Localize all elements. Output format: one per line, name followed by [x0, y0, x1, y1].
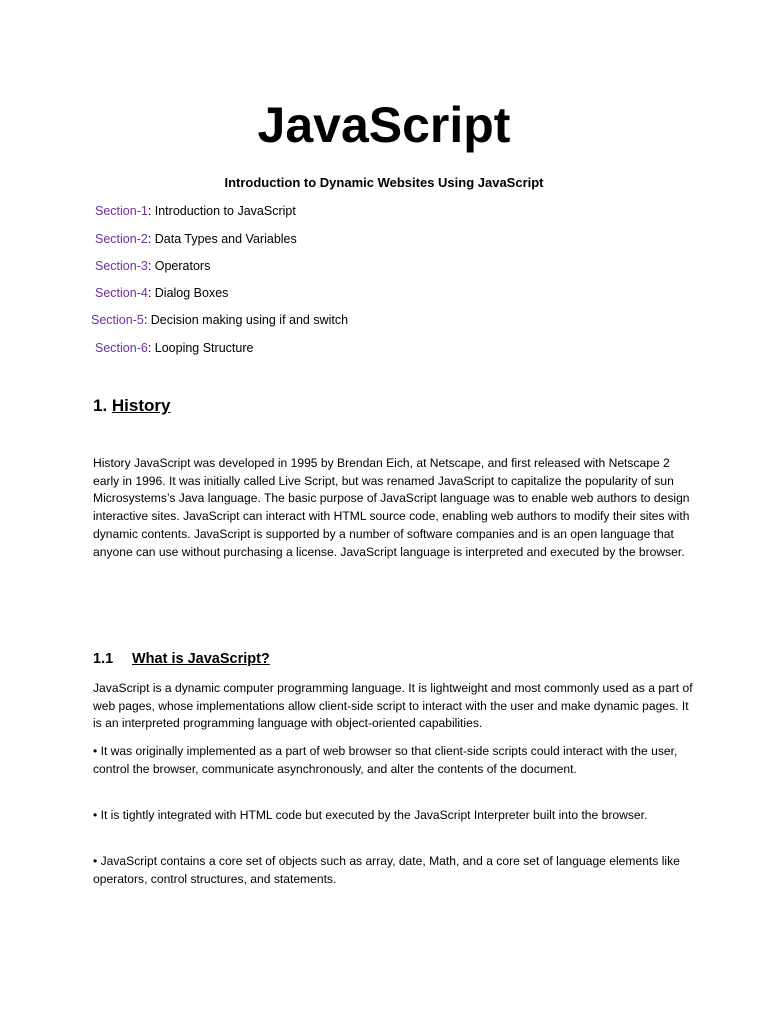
- toc-item-section-5: [91, 312, 348, 328]
- toc-item-section-2: [95, 231, 297, 247]
- bullet-paragraph: • It is tightly integrated with HTML code but executed by the JavaScript Interpreter built into the browser.: [93, 808, 648, 822]
- toc-item-section-1: [95, 203, 296, 219]
- toc-item-section-4: [95, 285, 228, 301]
- toc-section-label: Section-3: [95, 259, 148, 273]
- toc-section-text: : Introduction to JavaScript: [147, 204, 296, 218]
- toc-section-text: : Looping Structure: [147, 341, 254, 355]
- toc-section-label: Section-4: [95, 286, 148, 300]
- toc-section-text: : Data Types and Variables: [147, 232, 297, 246]
- heading-number: 1.: [93, 396, 112, 415]
- toc-section-label: Section-2: [95, 232, 148, 246]
- heading-title: What is JavaScript?: [132, 651, 270, 667]
- toc-section-label: Section-1: [95, 204, 148, 218]
- toc-section-label: Section-5: [91, 313, 144, 327]
- document-subtitle: Introduction to Dynamic Websites Using JavaScript: [224, 175, 544, 190]
- bullet-paragraph: • It was originally implemented as a part of web browser so that client-side scripts could interact with the user, control the browser, communicate asynchronously, and alter the contents of the document.: [93, 744, 678, 776]
- heading-what-is-javascript: [93, 648, 270, 670]
- toc-section-text: : Decision making using if and switch: [143, 313, 349, 327]
- toc-section-text: : Dialog Boxes: [147, 286, 229, 300]
- heading-number: 1.1: [93, 651, 114, 667]
- history-paragraph: History JavaScript was developed in 1995 by Brendan Eich, at Netscape, and first released with Netscape 2 early in 1996. It was initially called Live Script, but was renamed JavaScript to capitalize the popularity of sun Microsystems’s Java language. The basic purpose of JavaScript language was to enable web authors to design interactive sites. JavaScript can interact with HTML source code, enabling web authors to modify their sites with dynamic contents. JavaScript is supported by a number of software companies and is an open language that anyone can use without purchasing a license. JavaScript language is interpreted and executed by the browser.: [93, 456, 690, 559]
- what-is-intro-paragraph: JavaScript is a dynamic computer programming language. It is lightweight and most commonly used as a part of web pages, whose implementations allow client-side script to interact with the user and make dynamic pages. It is an interpreted programming language with object-oriented capabilities.: [93, 681, 693, 731]
- document-title: JavaScript: [257, 97, 511, 153]
- bullet-paragraph: • JavaScript contains a core set of objects such as array, date, Math, and a core set of language elements like operators, control structures, and statements.: [93, 854, 680, 886]
- toc-section-text: : Operators: [147, 259, 211, 273]
- toc-item-section-6: [95, 340, 253, 356]
- toc-section-label: Section-6: [95, 341, 148, 355]
- heading-title: History: [111, 396, 171, 415]
- toc-item-section-3: [95, 258, 210, 274]
- heading-history: [93, 394, 170, 418]
